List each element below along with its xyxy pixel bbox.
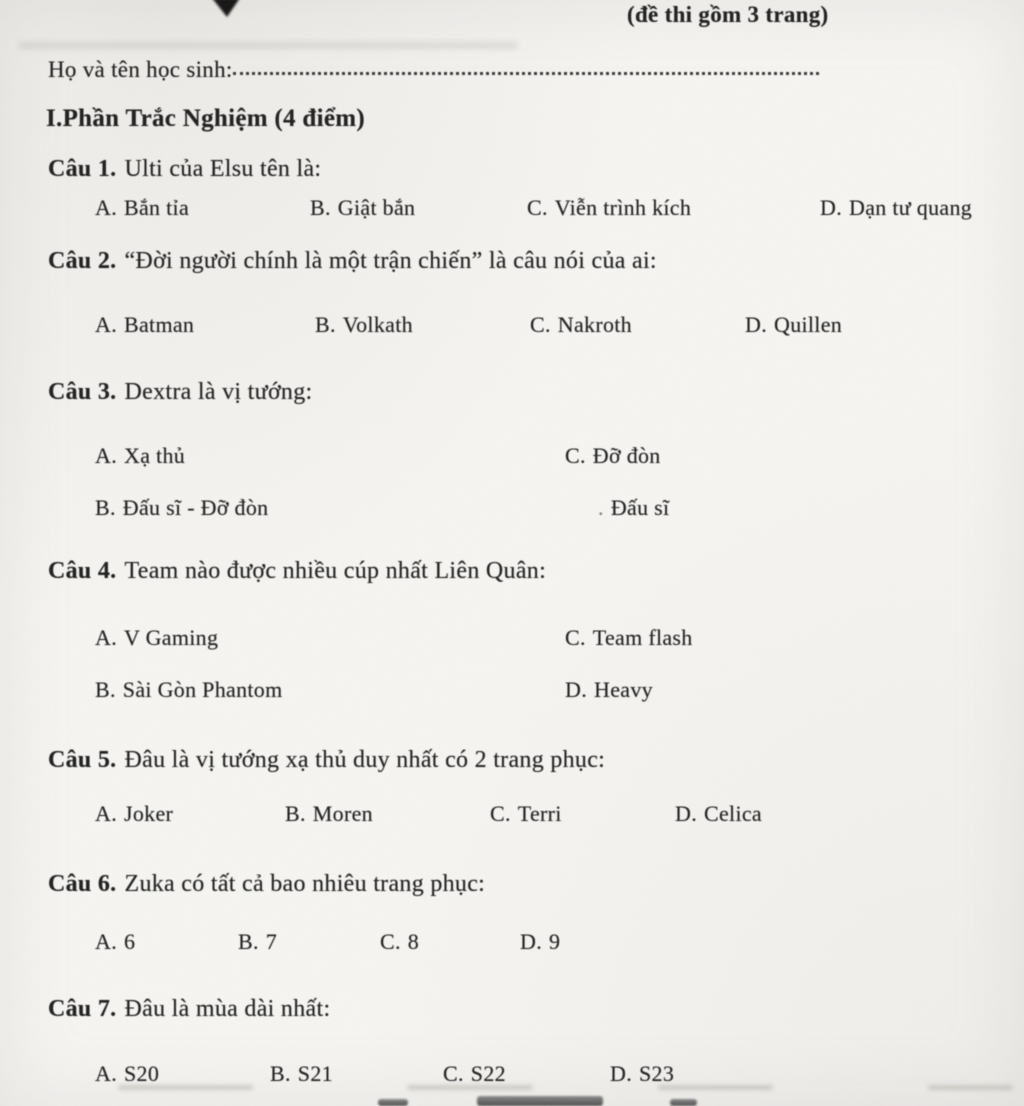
answer-option: [820, 195, 972, 221]
question-4-heading: [48, 558, 546, 585]
option-text: Joker: [124, 801, 174, 826]
option-key: D.: [610, 1061, 632, 1086]
answer-option: [490, 801, 562, 827]
answer-option: [95, 929, 135, 955]
option-key: D.: [520, 929, 542, 954]
answer-option: [745, 312, 842, 338]
option-key: C.: [380, 929, 401, 954]
option-key: C.: [530, 312, 551, 337]
option-key: A.: [95, 443, 117, 468]
option-key: D.: [820, 195, 842, 220]
answer-option: [95, 625, 218, 651]
question-label: Câu 1.: [48, 156, 117, 182]
bleed-smudge: [407, 1085, 533, 1090]
option-text: 8: [407, 929, 420, 954]
option-key: B.: [310, 195, 331, 220]
answer-option: [610, 1061, 674, 1087]
question-3-options-row-1: [0, 443, 1024, 475]
student-name-label: Họ và tên học sinh:: [48, 57, 233, 82]
option-key: A.: [95, 1061, 117, 1086]
question-3-options-row-2: [0, 495, 1024, 527]
question-text: Team nào được nhiều cúp nhất Liên Quân:: [124, 558, 547, 584]
option-key: B.: [285, 801, 306, 826]
option-text: Celica: [704, 801, 762, 826]
option-key: B.: [238, 929, 259, 954]
answer-option: [443, 1061, 506, 1087]
question-1-heading: [48, 156, 321, 183]
bleed-smudge: [118, 1085, 253, 1090]
answer-option: [285, 801, 373, 827]
option-text: S23: [639, 1061, 675, 1086]
section-title: I.Phần Trắc Nghiệm (4 điểm): [46, 105, 365, 132]
option-text: Dạn tư quang: [849, 195, 973, 220]
answer-option: [95, 677, 283, 703]
option-text: Sài Gòn Phantom: [122, 677, 283, 702]
question-4-options-row-1: [0, 625, 1024, 657]
student-name-line: [48, 56, 819, 83]
option-key: A.: [95, 801, 117, 826]
option-text: Heavy: [594, 677, 653, 702]
question-5-options: [0, 801, 1024, 833]
answer-option: [520, 929, 560, 955]
option-text: Đấu sĩ: [610, 495, 670, 520]
answer-option: [598, 495, 669, 521]
option-text: 9: [549, 929, 561, 954]
option-key: A.: [95, 625, 117, 650]
answer-option: [530, 312, 632, 338]
answer-option: [565, 677, 653, 703]
option-key: C.: [490, 801, 511, 826]
question-label: Câu 2.: [48, 248, 117, 274]
option-key: C.: [443, 1061, 464, 1086]
question-text: Đâu là vị tướng xạ thủ duy nhất có 2 trang phục:: [124, 747, 606, 773]
question-label: Câu 5.: [48, 747, 117, 773]
answer-option: [310, 195, 415, 221]
question-label: Câu 6.: [48, 871, 117, 897]
answer-option: [270, 1061, 333, 1087]
question-2-heading: [48, 248, 657, 275]
answer-option: [238, 929, 277, 955]
question-4-options-row-2: [0, 677, 1024, 709]
option-key: D.: [745, 312, 767, 337]
option-text: Team flash: [592, 625, 693, 650]
question-5-heading: [48, 747, 605, 774]
option-text: Giật bắn: [337, 195, 416, 220]
cutoff-artifact: [477, 1096, 603, 1106]
answer-option: [527, 195, 691, 221]
question-text: “Đời người chính là một trận chiến” là câu nói của ai:: [124, 248, 657, 274]
question-text: Dextra là vị tướng:: [124, 379, 313, 405]
option-key: D.: [675, 801, 697, 826]
option-text: Moren: [312, 801, 373, 826]
option-text: Đấu sĩ - Đỡ đòn: [122, 495, 269, 520]
option-text: Quillen: [774, 312, 843, 337]
answer-option: [95, 801, 173, 827]
option-text: Volkath: [342, 312, 413, 337]
answer-option: [95, 495, 268, 521]
answer-option: [95, 1061, 159, 1087]
option-key: B.: [315, 312, 336, 337]
option-key: C.: [565, 625, 586, 650]
option-text: Batman: [124, 312, 195, 337]
option-text: Xạ thủ: [124, 443, 186, 468]
question-label: Câu 7.: [48, 996, 117, 1022]
answer-option: [380, 929, 419, 955]
question-6-options: [0, 929, 1024, 961]
option-text: V Gaming: [124, 625, 219, 650]
answer-option: [675, 801, 762, 827]
option-key: D.: [565, 677, 587, 702]
option-text: Bắn tỉa: [124, 195, 190, 220]
cutoff-artifact: [670, 1099, 697, 1106]
option-text: Nakroth: [557, 312, 632, 337]
question-2-options: [0, 312, 1024, 344]
option-key: C.: [565, 443, 586, 468]
option-key: A.: [95, 312, 117, 337]
option-key: C.: [527, 195, 548, 220]
option-text: Terri: [517, 801, 562, 826]
question-7-heading: [48, 996, 330, 1023]
question-text: Ulti của Elsu tên là:: [124, 156, 322, 182]
option-key: B.: [95, 495, 116, 520]
pages-note: (đề thi gồm 3 trang): [627, 2, 829, 27]
answer-option: [565, 443, 661, 469]
option-text: Đỡ đòn: [592, 443, 661, 468]
option-text: 7: [265, 929, 278, 954]
question-label: Câu 4.: [48, 558, 117, 584]
question-text: Zuka có tất cả bao nhiêu trang phục:: [124, 871, 486, 897]
answer-option: [315, 312, 413, 338]
option-text: S22: [470, 1061, 506, 1086]
question-3-heading: [48, 379, 313, 406]
question-text: Đâu là mùa dài nhất:: [124, 996, 331, 1022]
cutoff-artifact: [378, 1099, 408, 1106]
option-text: 6: [124, 929, 136, 954]
answer-option: [95, 443, 185, 469]
option-key: .: [598, 495, 604, 520]
option-text: S21: [297, 1061, 333, 1086]
option-text: S20: [124, 1061, 160, 1086]
name-fill-line: [233, 54, 819, 75]
answer-option: [95, 195, 189, 221]
option-key: B.: [95, 677, 116, 702]
option-key: A.: [95, 195, 117, 220]
option-key: B.: [270, 1061, 291, 1086]
question-1-options: [0, 195, 1024, 227]
question-6-heading: [48, 871, 485, 898]
bleed-smudge: [658, 1085, 773, 1090]
bleed-smudge: [928, 1085, 1013, 1090]
question-label: Câu 3.: [48, 379, 117, 405]
answer-option: [565, 625, 693, 651]
answer-option: [95, 312, 194, 338]
option-text: Viễn trình kích: [554, 195, 692, 220]
option-key: A.: [95, 929, 117, 954]
